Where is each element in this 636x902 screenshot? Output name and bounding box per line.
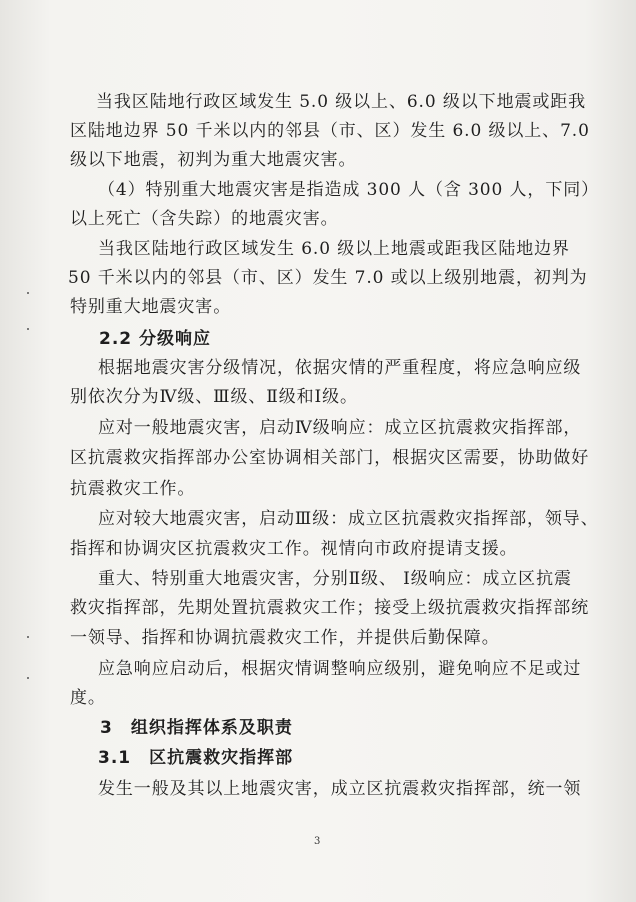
binding-hole-mark <box>27 636 29 638</box>
text-line: 应对较大地震灾害，启动Ⅲ级：成立区抗震救灾指挥部，领导、 <box>98 509 599 529</box>
text-line: 重大、特别重大地震灾害，分别Ⅱ级、 Ⅰ级响应：成立区抗震 <box>98 569 572 589</box>
text-line: 救灾指挥部，先期处置抗震救灾工作；接受上级抗震救灾指挥部统 <box>70 598 590 618</box>
text-line: 区陆地边界 50 千米以内的邻县（市、区）发生 6.0 级以上、7.0 <box>70 121 590 141</box>
text-line: 区抗震救灾指挥部办公室协调相关部门，根据灾区需要，协助做好 <box>70 448 590 468</box>
text-line: 当我区陆地行政区域发生 5.0 级以上、6.0 级以下地震或距我 <box>96 92 587 112</box>
binding-hole-mark <box>27 328 29 330</box>
text-line: 级以下地震，初判为重大地震灾害。 <box>70 150 357 170</box>
text-line: （4）特别重大地震灾害是指造成 300 人（含 300 人，下同） <box>98 180 600 200</box>
text-line: 度。 <box>70 688 106 708</box>
section-heading: 3.1 区抗震救灾指挥部 <box>98 748 294 768</box>
text-line: 应急响应启动后，根据灾情调整响应级别，避免响应不足或过 <box>98 659 582 679</box>
text-line: 别依次分为Ⅳ级、Ⅲ级、Ⅱ级和Ⅰ级。 <box>70 387 358 407</box>
text-line: 指挥和协调灾区抗震救灾工作。视情向市政府提请支援。 <box>70 539 518 559</box>
text-line: 50 千米以内的邻县（市、区）发生 7.0 或以上级别地震，初判为 <box>68 268 588 288</box>
text-line: 抗震救灾工作。 <box>70 479 196 499</box>
page-number: 3 <box>314 836 321 847</box>
text-line: 应对一般地震灾害，启动Ⅳ级响应：成立区抗震救灾指挥部， <box>98 418 582 438</box>
text-line: 根据地震灾害分级情况，依据灾情的严重程度，将应急响应级 <box>98 358 582 378</box>
text-line: 发生一般及其以上地震灾害，成立区抗震救灾指挥部，统一领 <box>98 779 582 799</box>
binding-hole-mark <box>27 677 29 679</box>
binding-hole-mark <box>27 292 29 294</box>
section-heading: 2.2 分级响应 <box>99 329 212 349</box>
text-line: 一领导、指挥和协调抗震救灾工作，并提供后勤保障。 <box>70 628 500 648</box>
section-heading: 3 组织指挥体系及职责 <box>100 718 293 738</box>
text-line: 特别重大地震灾害。 <box>70 297 232 317</box>
text-line: 当我区陆地行政区域发生 6.0 级以上地震或距我区陆地边界 <box>98 239 570 259</box>
text-line: 以上死亡（含失踪）的地震灾害。 <box>70 209 339 229</box>
